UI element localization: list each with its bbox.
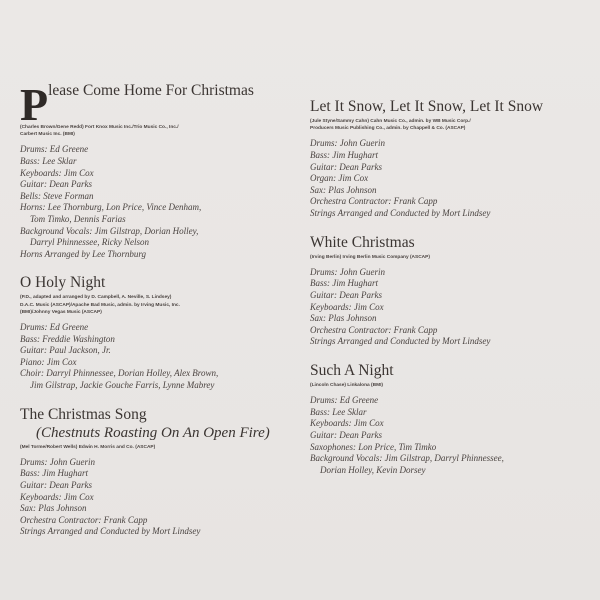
right-column <box>310 98 590 490</box>
personnel-line: Guitar: Paul Jackson, Jr. <box>20 345 111 356</box>
personnel-line: Darryl Phinnessee, Ricky Nelson <box>30 237 149 248</box>
personnel-line: Strings Arranged and Conducted by Mort Lindsey <box>20 526 201 537</box>
song-block <box>310 98 590 220</box>
personnel-line: Saxophones: Lon Price, Tim Timko <box>310 441 437 452</box>
publishing-credit <box>20 444 290 451</box>
personnel-line: Bass: Lee Sklar <box>20 156 77 166</box>
personnel-line: Horns: Lee Thornburg, Lon Price, Vince Denham, <box>20 202 202 213</box>
personnel-line: Guitar: Dean Parks <box>310 161 382 172</box>
personnel-line: Keyboards: Jim Cox <box>310 418 384 429</box>
credit-line: D.A.C. Music (ASCAP)/Apache Bad Music, admin. by Irving Music, Inc. <box>20 302 180 308</box>
personnel-line: Dorian Holley, Kevin Dorsey <box>320 464 426 475</box>
personnel-list <box>20 322 290 392</box>
personnel-line: Bass: Lee Sklar <box>310 406 367 417</box>
personnel-line: Jim Gilstrap, Jackie Gouche Farris, Lynne Mabrey <box>30 379 215 390</box>
song-title <box>20 274 290 292</box>
song-block <box>20 406 290 538</box>
personnel-line: Sax: Plas Johnson <box>310 184 377 195</box>
personnel-line: Background Vocals: Jim Gilstrap, Dorian Holley, <box>20 225 199 236</box>
personnel-list <box>20 457 290 538</box>
personnel-line: Piano: Jim Cox <box>20 356 77 367</box>
personnel-line: Drums: Ed Greene <box>20 321 89 332</box>
personnel-line: Horns Arranged by Lee Thornburg <box>20 248 147 259</box>
credit-line: (Irving Berlin) Irving Berlin Music Company (ASCAP) <box>310 254 430 260</box>
drop-cap: P <box>20 79 49 130</box>
personnel-line: Keyboards: Jim Cox <box>20 491 94 502</box>
song-title-text: O Holy Night <box>20 274 106 292</box>
song-subtitle: (Chestnuts Roasting On An Open Fire) <box>36 424 270 441</box>
personnel-line: Sax: Plas Johnson <box>310 313 377 324</box>
personnel-line: Bass: Jim Hughart <box>310 278 378 289</box>
song-title-text: lease Come Home For Christmas <box>48 82 254 99</box>
credit-line: (Lincoln Chase) Linkalona (BMI) <box>310 382 384 388</box>
personnel-line: Strings Arranged and Conducted by Mort Lindsey <box>310 336 491 347</box>
personnel-line: Background Vocals: Jim Gilstrap, Darryl Phinnessee, <box>310 453 504 464</box>
personnel-line: Drums: Ed Greene <box>310 395 379 406</box>
personnel-list <box>310 138 590 219</box>
personnel-list <box>310 267 590 348</box>
song-block <box>20 274 290 391</box>
personnel-line: Drums: John Guerin <box>310 138 385 149</box>
personnel-line: Orchestra Contractor: Frank Capp <box>310 196 438 207</box>
personnel-line: Orchestra Contractor: Frank Capp <box>310 324 438 335</box>
credit-line: (Jule Styne/Sammy Cahn) Cahn Music Co., admin. by WB Music Corp./ <box>310 119 471 124</box>
personnel-list <box>310 395 590 476</box>
personnel-line: Bass: Freddie Washington <box>20 333 115 344</box>
song-block <box>310 234 590 348</box>
publishing-credit <box>20 124 290 138</box>
personnel-line: Guitar: Dean Parks <box>310 289 382 300</box>
left-column <box>20 62 290 552</box>
personnel-line: Drums: Ed Greene <box>20 144 89 155</box>
song-title-text: White Christmas <box>310 233 415 251</box>
publishing-credit <box>20 294 290 316</box>
personnel-line: Sax: Plas Johnson <box>20 503 87 514</box>
song-title-text: Such A Night <box>310 361 394 379</box>
song-block <box>20 62 290 260</box>
personnel-line: Guitar: Dean Parks <box>310 429 382 440</box>
song-title-text: The Christmas Song <box>20 405 147 423</box>
personnel-line: Drums: John Guerin <box>20 456 95 467</box>
song-title <box>310 98 590 116</box>
personnel-line: Keyboards: Jim Cox <box>310 301 384 312</box>
personnel-line: Organ: Jim Cox <box>310 173 369 184</box>
song-title-text: Let It Snow, Let It Snow, Let It Snow <box>310 98 544 115</box>
credit-line: (P.D., adapted and arranged by D. Campbell, A. Neville, S. Lindsey) <box>20 295 172 301</box>
song-title <box>310 234 590 252</box>
publishing-credit <box>310 254 590 261</box>
personnel-line: Guitar: Dean Parks <box>20 479 92 490</box>
credit-line: (Charles Brown/Gene Redd) Fort Knox Music Inc./Trio Music Co., Inc./ <box>20 125 179 130</box>
personnel-line: Bass: Jim Hughart <box>20 468 88 479</box>
personnel-line: Strings Arranged and Conducted by Mort Lindsey <box>310 207 491 218</box>
song-block <box>310 362 590 476</box>
personnel-line: Drums: John Guerin <box>310 266 385 277</box>
publishing-credit <box>310 118 590 132</box>
song-title <box>310 362 590 380</box>
personnel-line: Orchestra Contractor: Frank Capp <box>20 514 148 525</box>
personnel-line: Bells: Steve Forman <box>20 190 94 201</box>
credit-line: (BMI)/Johnny Vegas Music (ASCAP) <box>20 309 102 315</box>
personnel-line: Guitar: Dean Parks <box>20 179 92 190</box>
personnel-line: Bass: Jim Hughart <box>310 150 378 160</box>
song-title <box>20 406 290 424</box>
personnel-line: Choir: Darryl Phinnessee, Dorian Holley, Alex Brown, <box>20 368 219 379</box>
personnel-line: Keyboards: Jim Cox <box>20 167 94 178</box>
publishing-credit <box>310 382 590 389</box>
credit-line: (Mel Torme/Robert Wells) Edwin H. Morris and Co. (ASCAP) <box>20 444 156 450</box>
credit-line: Producers Music Publishing Co., admin. by Chappell & Co. (ASCAP) <box>310 126 466 132</box>
credit-line: Carbert Music Inc. (BMI) <box>20 132 75 138</box>
personnel-list <box>20 144 290 260</box>
personnel-line: Tom Timko, Dennis Farias <box>30 213 126 224</box>
